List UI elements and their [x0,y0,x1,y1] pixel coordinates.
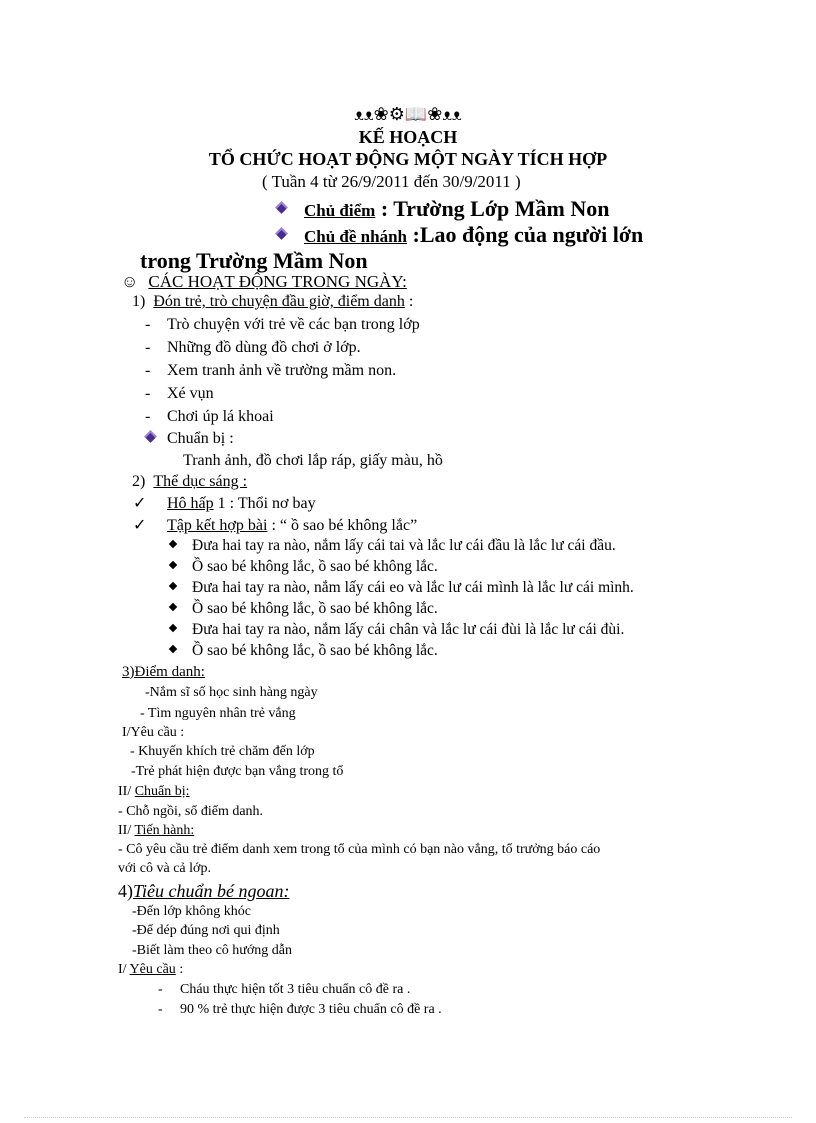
subtheme-line: Chủ đề nhánh :Lao động của người lớn [277,224,643,246]
list-item: - Xem tranh ảnh về trường mầm non. [145,362,397,379]
subtheme-continuation: trong Trường Mầm Non [140,248,368,273]
list-item: Đưa hai tay ra nào, nắm lấy cái chân và lắc lư cái đùi là lắc lư cái đùi. [170,622,624,638]
list-item: - 90 % trẻ thực hiện được 3 tiêu chuẩn cô đề ra . [158,1002,442,1017]
subheading: I/Yêu cầu : [122,725,185,740]
subheading: I/ Yêu cầu : [118,962,184,977]
theme-line: Chủ điểm : Trường Lớp Mầm Non [277,198,610,220]
diamond-small-icon [169,540,177,548]
text-line: -Trẻ phát hiện được bạn vắng trong tổ [131,764,344,779]
diamond-small-icon [169,624,177,632]
diamond-bullet-icon [275,201,288,214]
diamond-bullet-icon [144,430,157,443]
subheading: II/ Tiến hành: [118,823,195,838]
section-4-heading: 4)Tiêu chuẩn bé ngoan: [118,881,290,901]
diamond-small-icon [169,582,177,590]
list-item: - Chơi úp lá khoai [145,408,274,425]
list-item: Đưa hai tay ra nào, nắm lấy cái tai và lắc lư cái đầu là lắc lư cái đầu. [170,538,616,554]
text-line: - Khuyến khích trẻ chăm đến lớp [130,744,315,759]
list-item: Đưa hai tay ra nào, nắm lấy cái eo và lắc lư cái mình là lắc lư cái mình. [170,580,634,596]
list-item: - Cháu thực hiện tốt 3 tiêu chuẩn cô đề ra . [158,982,411,997]
list-item: - Trò chuyện với trẻ về các bạn trong lớp [145,316,420,333]
diamond-small-icon [169,603,177,611]
text-line: -Nắm sĩ số học sinh hàng ngày [145,685,318,700]
list-item: Ồ sao bé không lắc, ồ sao bé không lắc. [170,601,438,617]
combo-line: ✓ Tập kết hợp bài : “ ồ sao bé không lắc” [133,515,418,534]
doc-title: KẾ HOẠCH [358,127,458,147]
diamond-small-icon [169,645,177,653]
text-line: - Chỗ ngồi, sổ điểm danh. [118,804,264,819]
text-line: -Để dép đúng nơi qui định [132,923,280,938]
prep-line: Chuẩn bị : [146,431,234,447]
check-icon: ✓ [133,493,147,512]
section-3-heading: 3)Điểm danh: [122,664,205,680]
page-bottom-border [24,1117,792,1118]
diamond-small-icon [169,561,177,569]
list-item: Ồ sao bé không lắc, ồ sao bé không lắc. [170,559,438,575]
text-line: -Đến lớp không khóc [132,904,251,919]
text-line: với cô và cả lớp. [118,861,211,876]
check-icon: ✓ [133,515,147,534]
section-2-heading: 2) Thể dục sáng : [132,473,248,490]
list-item: - Những đồ dùng đồ chơi ở lớp. [145,339,361,356]
subheading: II/ Chuẩn bị: [118,784,190,799]
text-line: - Cô yêu cầu trẻ điểm danh xem trong tổ của mình có bạn nào vắng, tổ trưởng báo cáo [118,842,601,857]
breathing-line: ✓ Hô hấp 1 : Thổi nơ bay [133,493,316,512]
text-line: -Biết làm theo cô hướng dẫn [132,943,293,958]
list-item: - Xé vụn [145,385,214,402]
smiley-icon: ☺ [121,272,139,291]
ornament: ᴥᴥ❀⚙📖❀ᴥᴥ [354,104,462,124]
week-range: ( Tuần 4 từ 26/9/2011 đến 30/9/2011 ) [262,172,521,191]
activities-heading: ☺ CÁC HOẠT ĐỘNG TRONG NGÀY: [121,272,407,291]
text-line: - Tìm nguyên nhân trẻ vắng [140,706,296,721]
list-item: Ồ sao bé không lắc, ồ sao bé không lắc. [170,643,438,659]
section-1-heading: 1) Đón trẻ, trò chuyện đầu giờ, điểm danh : [132,293,414,310]
diamond-bullet-icon [275,227,288,240]
doc-subtitle: TỔ CHỨC HOẠT ĐỘNG MỘT NGÀY TÍCH HỢP [208,149,608,169]
prep-text: Tranh ảnh, đồ chơi lắp ráp, giấy màu, hồ [183,452,443,469]
